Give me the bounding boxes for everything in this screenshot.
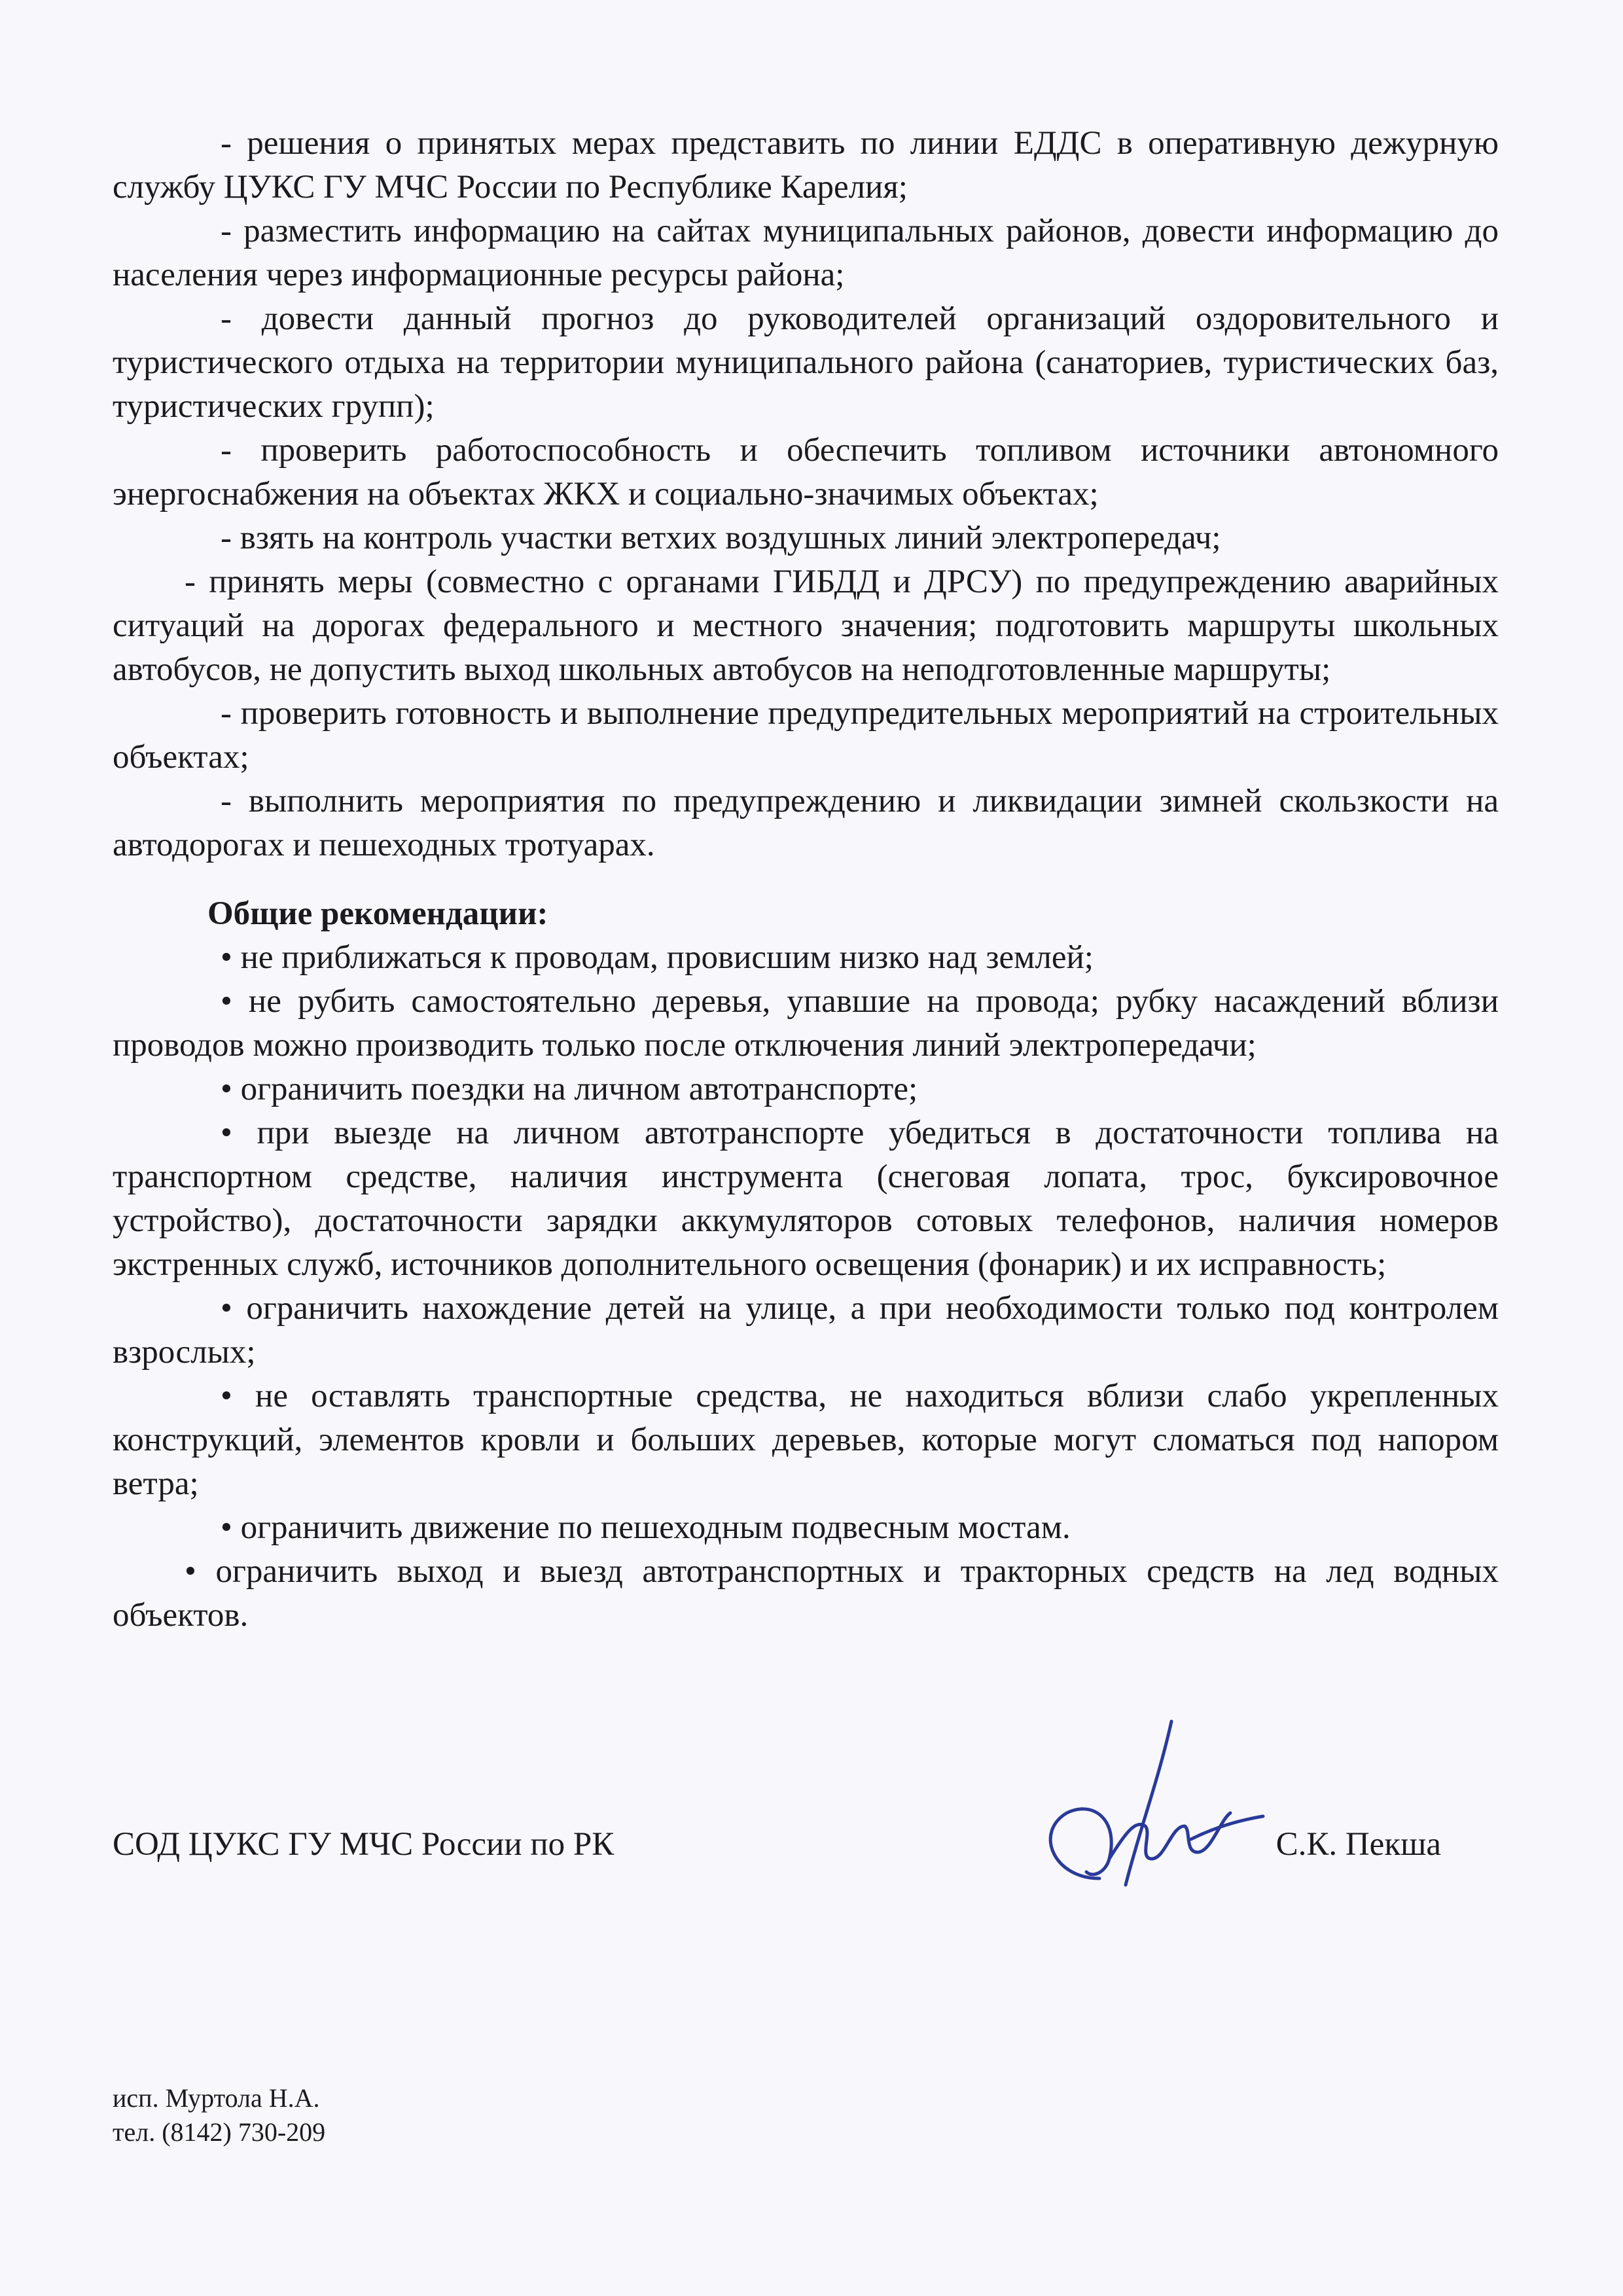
executor-name: исп. Муртола Н.А. xyxy=(113,2083,320,2113)
executor-block xyxy=(113,2081,325,2149)
recommendation-7: • ограничить движение по пешеходным подвесным мостам. xyxy=(221,1509,1071,1546)
handwritten-signature xyxy=(995,1662,1270,1937)
recommendation-5: • ограничить нахождение детей на улице, а при необходимости только под контролем взрослых; xyxy=(113,1290,1499,1371)
recommendation-1: • не приближаться к проводам, провисшим низко над землей; xyxy=(221,939,1094,976)
paragraph-6: - принять меры (совместно с органами ГИБДД и ДРСУ) по предупреждению аварийных ситуаций на дорогах федерального и местного значения; подготовить маршруты школьных автобусов, не допустить выход школьных автобусов на неподготовленные маршруты; xyxy=(113,564,1499,688)
paragraph-5: - взять на контроль участки ветхих воздушных линий электропередач; xyxy=(221,520,1221,556)
paragraph-2: - разместить информацию на сайтах муниципальных районов, довести информацию до населения через информационные ресурсы района; xyxy=(113,213,1499,293)
paragraph-8: - выполнить мероприятия по предупреждению и ликвидации зимней скользкости на автодорогах и пешеходных тротуарах. xyxy=(113,783,1499,863)
paragraph-1: - решения о принятых мерах представить по линии ЕДДС в оперативную дежурную службу ЦУКС ГУ МЧС России по Республике Карелия; xyxy=(113,125,1499,206)
paragraph-3: - довести данный прогноз до руководителей организаций оздоровительного и туристического отдыха на территории муниципального района (санаториев, туристических баз, туристических групп); xyxy=(113,300,1499,425)
signatory-position: СОД ЦУКС ГУ МЧС России по РК xyxy=(113,1826,615,1863)
signatory-name: С.К. Пекша xyxy=(1275,1826,1441,1863)
recommendation-2: • не рубить самостоятельно деревья, упавшие на провода; рубку насаждений вблизи проводов можно производить только после отключения линий электропередачи; xyxy=(113,983,1499,1064)
paragraph-4: - проверить работоспособность и обеспечить топливом источники автономного энергоснабжения на объектах ЖКХ и социально-значимых объектах; xyxy=(113,432,1499,512)
recommendations-heading: Общие рекомендации: xyxy=(207,895,548,932)
signature-block xyxy=(113,1823,1441,1867)
recommendation-6: • не оставлять транспортные средства, не находиться вблизи слабо укрепленных конструкций, элементов кровли и больших деревьев, которые могут сломаться под напором ветра; xyxy=(113,1378,1499,1502)
paragraph-7: - проверить готовность и выполнение предупредительных мероприятий на строительных объектах; xyxy=(113,695,1499,776)
document-body xyxy=(113,122,1499,1638)
recommendation-8: • ограничить выход и выезд автотранспортных и тракторных средств на лед водных объектов. xyxy=(113,1553,1499,1634)
recommendation-3: • ограничить поездки на личном автотранспорте; xyxy=(221,1071,918,1107)
recommendation-4: • при выезде на личном автотранспорте убедиться в достаточности топлива на транспортном средстве, наличия инструмента (снеговая лопата, трос, буксировочное устройство), достаточности зарядки аккумуляторов сотовых телефонов, наличия номеров экстренных служб, источников дополнительного освещения (фонарик) и их исправность; xyxy=(113,1115,1499,1283)
executor-phone: тел. (8142) 730-209 xyxy=(113,2117,326,2147)
